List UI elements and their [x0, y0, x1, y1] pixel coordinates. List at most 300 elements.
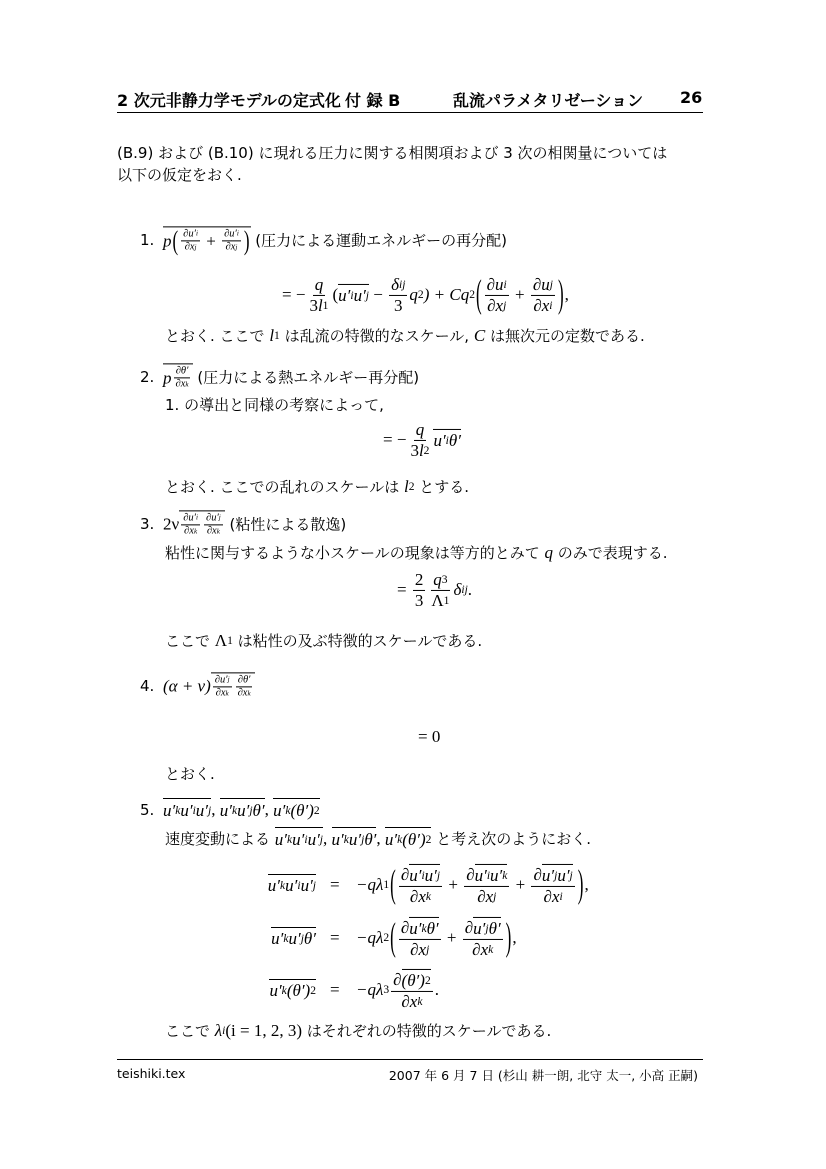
math-token: θ′: [180, 365, 189, 377]
subscript: [504, 279, 507, 291]
overline-mean: [473, 917, 501, 939]
math-token: ∂: [401, 991, 410, 1011]
math-token: ∂: [400, 917, 410, 937]
math-token: 1: [227, 634, 233, 648]
math-token: u′: [237, 801, 250, 820]
subscript: [488, 943, 493, 955]
math-token: ∂: [393, 969, 402, 989]
scripted: [541, 275, 553, 295]
math-token: j: [426, 942, 430, 956]
math-token: u′: [409, 918, 422, 938]
item-title: [163, 672, 255, 699]
intro-line-2: 以下の仮定をおく.: [117, 166, 242, 184]
numerator: [399, 917, 441, 940]
numerator: [531, 864, 574, 887]
math-token: u′: [211, 512, 219, 524]
numerator: [222, 228, 241, 241]
math-group: [397, 570, 472, 610]
subscript: [195, 244, 197, 251]
math-token: j: [235, 242, 238, 251]
scripted: [275, 829, 292, 851]
footer-filename: teishiki.tex: [117, 1066, 186, 1081]
math-token: l: [418, 440, 424, 460]
subscript: [493, 890, 496, 902]
numerator: [464, 864, 509, 887]
fraction: [531, 864, 574, 906]
math-token: 3: [383, 983, 390, 997]
math-token: k: [247, 688, 251, 697]
math-token: −q: [356, 980, 376, 999]
numerator: [391, 969, 433, 992]
math-group: [410, 887, 431, 907]
math-token: u′: [288, 929, 301, 948]
overline-mean: [409, 864, 440, 886]
math-group: [269, 981, 316, 1001]
math-group: [275, 827, 432, 851]
math-token: j: [554, 868, 558, 882]
math-token: ∂: [225, 241, 231, 253]
scripted: [237, 800, 252, 822]
fraction: [174, 365, 191, 390]
math-token: ∂: [533, 295, 542, 315]
math-token: θ′: [488, 918, 501, 938]
math-token: k: [425, 889, 431, 903]
math-token: ∂: [175, 378, 181, 390]
item-number: 5.: [140, 801, 155, 819]
overline-mean: [402, 969, 431, 991]
math: [397, 570, 472, 610]
math-token: i: [350, 289, 354, 303]
scripted: [433, 570, 447, 590]
math-token: ∂: [183, 512, 189, 524]
math-group: [163, 798, 320, 822]
scripted: [221, 688, 229, 700]
math-token: ∂: [477, 886, 486, 906]
math-group: [163, 225, 251, 256]
math-group: [215, 1020, 302, 1042]
math-token: u′: [300, 876, 313, 895]
math-group: [483, 275, 557, 315]
math-token: 3: [309, 295, 318, 315]
scripted: [391, 275, 405, 295]
scripted: [419, 940, 430, 960]
math-token: u′: [331, 830, 344, 849]
scripted: [301, 876, 316, 896]
math-token: x: [189, 241, 195, 253]
item-title: [163, 510, 346, 537]
text-run: とおく. ここでの乱れのスケールは: [165, 478, 405, 496]
denominator: [531, 296, 554, 316]
denominator: [307, 296, 330, 316]
math-token: k: [285, 804, 291, 818]
math-group: [533, 275, 553, 295]
math-token: x: [242, 687, 248, 699]
math-token: x: [495, 295, 504, 315]
math-token: q: [415, 419, 425, 439]
scripted: [220, 674, 230, 686]
overline-mean: [273, 798, 320, 822]
math-token: 2: [417, 288, 424, 302]
math-group: [275, 829, 323, 851]
math-token: x: [551, 886, 560, 906]
math-token: u′: [285, 876, 298, 895]
math-token: ∂: [472, 939, 481, 959]
math-token: i: [195, 229, 198, 238]
math-group: [226, 242, 238, 254]
math-token: u′: [490, 865, 503, 885]
text-run: とする.: [414, 478, 470, 496]
math-token: u′: [188, 512, 196, 524]
denominator: [542, 887, 565, 907]
math-group: [176, 379, 189, 391]
math-group: [533, 864, 572, 886]
scripted: [215, 1020, 226, 1042]
display-equation: [383, 420, 461, 460]
math-token: 1: [322, 298, 329, 312]
item-number: 1.: [140, 231, 155, 249]
scripted: [271, 929, 288, 949]
math-group: [184, 526, 197, 538]
math-token: l: [317, 295, 323, 315]
math-group: [338, 286, 369, 306]
math-group: [385, 829, 432, 851]
math-token: = 0: [418, 727, 441, 746]
header-page-number: 26: [680, 88, 703, 107]
denominator: [408, 887, 433, 907]
denominator: [224, 242, 240, 254]
scripted: [409, 866, 424, 886]
left-paren: (: [390, 862, 396, 906]
scripted: [496, 296, 507, 316]
scripted: [376, 928, 389, 948]
overline-mean: [385, 827, 432, 851]
item-number: 3.: [140, 515, 155, 533]
math-token: k: [417, 994, 423, 1008]
numerator: [236, 674, 253, 687]
scripted: [220, 800, 237, 822]
scripted: [211, 512, 221, 524]
inline-math: [474, 325, 485, 347]
scripted: [552, 887, 563, 907]
text-run: 速度変動による: [165, 830, 275, 848]
scripted: [163, 800, 180, 822]
text-run: ここで: [165, 632, 215, 650]
math-token: u′: [307, 830, 320, 849]
math-token: k: [287, 833, 293, 847]
math-group: [401, 992, 422, 1012]
scripted: [189, 526, 197, 538]
math-token: 3: [410, 440, 419, 460]
denominator: [429, 591, 451, 611]
math-group: [238, 688, 251, 700]
math-token: k: [502, 868, 508, 882]
inline-math: [215, 630, 233, 652]
denominator: [470, 940, 495, 960]
right-paren: ): [557, 272, 564, 316]
scripted: [376, 980, 389, 1000]
scripted: [473, 919, 488, 939]
math-token: j: [208, 804, 212, 818]
math: [418, 727, 440, 747]
math-token: j: [218, 513, 221, 522]
scripted: [190, 242, 197, 254]
scripted: [181, 379, 189, 391]
math-token: ,: [264, 800, 274, 819]
scripted: [268, 876, 285, 896]
scripted: [269, 325, 280, 347]
math-token: k: [279, 879, 286, 893]
denominator: [475, 887, 498, 907]
subscript: [502, 870, 507, 882]
math-token: i: [236, 229, 239, 238]
math-token: 2: [408, 480, 415, 494]
math-token: k: [175, 804, 181, 818]
math-token: ∂: [532, 274, 542, 294]
math-token: 2: [313, 804, 320, 818]
denominator: [174, 379, 191, 391]
scripted: [461, 285, 475, 305]
subscript: [383, 984, 389, 996]
math-token: ) + C: [423, 285, 461, 304]
math-token: u′: [338, 286, 351, 305]
math-token: k: [216, 526, 220, 535]
subscript: [323, 299, 329, 311]
math-token: ∂: [175, 365, 181, 377]
scripted: [542, 866, 557, 886]
scripted: [196, 800, 211, 822]
math-group: [475, 866, 508, 886]
item-note: [165, 763, 215, 785]
math-token: k: [283, 932, 289, 946]
math-group: [215, 674, 230, 686]
math-token: ∂: [486, 274, 496, 294]
math-group: [179, 512, 225, 537]
math-token: ∂: [237, 687, 243, 699]
aligned-lhs: [269, 979, 316, 1001]
math-token: u′: [229, 228, 237, 240]
scripted: [409, 919, 426, 939]
scripted: [542, 296, 553, 316]
text-run: とおく. ここで: [165, 327, 270, 345]
numerator: [313, 275, 326, 296]
math-token: (θ′): [286, 981, 311, 1000]
math-group: [183, 228, 198, 240]
math-token: k: [397, 833, 403, 847]
math-token: i: [445, 434, 449, 448]
math-token: q: [433, 569, 442, 589]
subscript: [219, 515, 221, 522]
math-token: (θ′): [402, 830, 426, 849]
numerator: [531, 275, 555, 296]
math-group: [401, 864, 440, 886]
math-token: ,: [512, 928, 517, 947]
math-token: θ′: [448, 431, 461, 450]
math-token: i: [559, 889, 563, 903]
subscript: [228, 677, 230, 684]
math-token: C: [473, 326, 486, 345]
superscript: [314, 805, 320, 817]
subscript: [426, 943, 429, 955]
subscript: [426, 890, 431, 902]
overline-mean: [409, 917, 438, 939]
math-token: 3: [414, 590, 424, 610]
parenthesized: [389, 917, 512, 959]
math-group: [356, 864, 589, 906]
text-run: 粘性に関与するような小スケールの現象は等方的とみて: [165, 544, 545, 562]
left-paren: (: [475, 272, 482, 316]
math-token: Λ: [431, 590, 444, 610]
numerator: [174, 365, 191, 378]
aligned-rhs: [356, 917, 517, 959]
text-run: は無次元の定数である.: [485, 327, 645, 345]
math-group: [176, 365, 189, 377]
math-group: [542, 866, 573, 886]
math-token: i: [192, 804, 196, 818]
math-token: k: [343, 833, 349, 847]
superscript: [310, 985, 316, 997]
math-token: ∂: [205, 512, 212, 524]
math-group: [487, 296, 506, 316]
denominator: [236, 688, 253, 700]
math-token: j: [194, 242, 197, 251]
scripted: [188, 228, 198, 240]
subscript: [503, 299, 506, 311]
item-title: [163, 363, 419, 390]
aligned-rhs: [356, 864, 589, 906]
subscript: [313, 880, 316, 892]
math-group: [409, 866, 440, 886]
math-token: +: [201, 231, 221, 250]
math: [356, 864, 589, 906]
math-token: ∂: [464, 917, 474, 937]
math-group: [273, 800, 320, 822]
math-group: [271, 929, 316, 949]
math-token: λ: [375, 928, 384, 947]
subscript: [437, 870, 440, 882]
denominator: [399, 992, 424, 1012]
fraction: [408, 420, 431, 460]
math-token: λ: [375, 980, 384, 999]
fraction: [181, 228, 200, 253]
math-token: i: [503, 277, 507, 291]
math-token: (i = 1, 2, 3): [225, 1021, 303, 1040]
math-token: θ′: [252, 801, 265, 820]
overline-mean: [271, 927, 316, 949]
display-equation: [282, 272, 569, 316]
math-token: .: [434, 980, 439, 999]
math-token: j: [436, 868, 441, 882]
math-token: i: [304, 833, 308, 847]
math-group: [472, 940, 493, 960]
math-token: j: [485, 921, 489, 935]
denominator: [413, 591, 426, 611]
overline-mean: [220, 798, 265, 822]
subscript: [235, 244, 237, 251]
aligned-relation: [330, 980, 340, 1000]
math-token: j: [312, 879, 316, 893]
subscript: [417, 995, 422, 1007]
scripted: [243, 688, 251, 700]
aligned-rhs: [356, 969, 439, 1011]
scripted: [402, 971, 431, 991]
scripted: [349, 829, 364, 851]
scripted: [418, 887, 431, 907]
math-token: = −: [383, 430, 407, 449]
item-note: [165, 1020, 551, 1042]
math-group: [356, 969, 439, 1011]
math-token: u′: [180, 801, 193, 820]
math-token: θ′: [426, 918, 439, 938]
scripted: [231, 242, 238, 254]
math-token: u′: [292, 830, 305, 849]
math-group: [393, 969, 431, 991]
math-token: u′: [433, 431, 446, 450]
math-token: u′: [557, 865, 570, 885]
denominator: [392, 296, 405, 316]
math-token: x: [189, 525, 194, 537]
display-equation: [418, 727, 440, 747]
math-token: θ′: [364, 830, 377, 849]
scripted: [180, 800, 195, 822]
inline-math: [269, 325, 280, 347]
math-token: k: [185, 379, 189, 388]
scripted: [385, 829, 402, 851]
math-token: j: [493, 889, 497, 903]
math-token: k: [225, 688, 229, 697]
intro-line-1: (B.9) および (B.10) に現れる圧力に関する相関項および 3 次の相関量については: [117, 144, 668, 162]
math-group: [410, 441, 429, 461]
scripted: [332, 829, 349, 851]
math-group: [179, 228, 243, 253]
math-token: i: [222, 1024, 226, 1038]
math-token: j: [503, 298, 507, 312]
math-group: [216, 688, 229, 700]
math-token: i: [297, 879, 301, 893]
math-token: −q: [356, 928, 376, 947]
math-group: [356, 917, 517, 959]
math-token: u: [495, 274, 504, 294]
math-token: l: [404, 477, 409, 496]
math-group: [207, 526, 220, 538]
math-token: ∂: [184, 525, 190, 537]
math-group: [533, 296, 552, 316]
math-token: +: [444, 875, 463, 894]
inline-math: [163, 672, 255, 699]
math-token: 2: [310, 984, 316, 998]
subscript: [550, 279, 553, 291]
math-token: ∂: [224, 228, 230, 240]
math-token: (θ′): [401, 970, 425, 990]
numerator: [463, 917, 503, 940]
math-token: ,: [323, 829, 332, 848]
math: [268, 874, 316, 896]
math-token: i: [549, 298, 553, 312]
overline-mean: [163, 363, 193, 390]
math-token: .: [467, 580, 473, 599]
math-token: u′: [219, 674, 228, 686]
math-group: [544, 887, 563, 907]
math-token: = −: [282, 285, 306, 304]
scripted: [557, 866, 572, 886]
overline-mean: [163, 798, 211, 822]
math-group: [466, 864, 507, 886]
scripted: [338, 286, 353, 306]
parenthesized: [389, 864, 584, 906]
superscript: [442, 574, 448, 586]
math-token: x: [409, 991, 418, 1011]
math-token: u′: [473, 918, 486, 938]
inline-math: [163, 798, 320, 822]
